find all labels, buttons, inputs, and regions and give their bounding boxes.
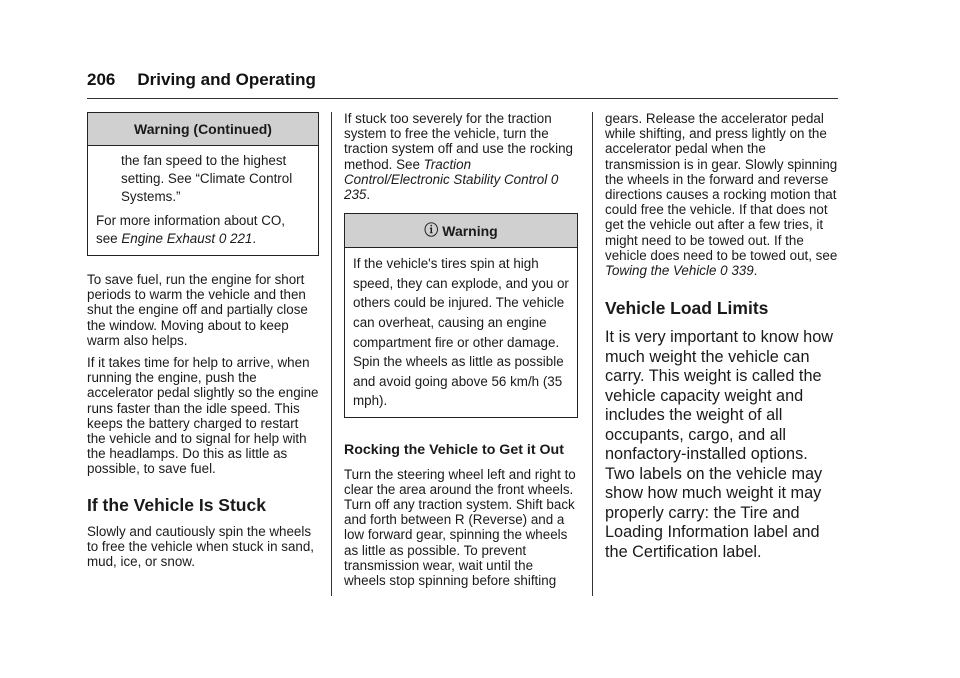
paragraph: If it takes time for help to arrive, when running the engine, push the accelerator pedal slightly so the engine runs faster than the idle speed. This keeps the battery charged to restart the vehicle and to signal for help with the headlamps. Do this as little as possible, to save fuel. xyxy=(87,355,319,477)
section-title: Driving and Operating xyxy=(137,70,316,89)
page-header xyxy=(87,70,316,90)
heading-vehicle-stuck: If the Vehicle Is Stuck xyxy=(87,494,266,515)
warning-continued-box xyxy=(87,112,319,256)
page-number: 206 xyxy=(87,70,116,89)
towing-vehicle-link[interactable]: Towing the Vehicle xyxy=(605,263,717,279)
warning-icon: ⓘ xyxy=(424,222,439,239)
traction-control-link[interactable]: Traction Control/Electronic Stability Control xyxy=(344,156,548,187)
warning-info-text: For more information about CO, see Engine Exhaust 0 221. xyxy=(96,212,286,246)
warning-indent-text: the fan speed to the highest setting. See “Climate Control Systems.” xyxy=(121,153,293,205)
heading-rocking-vehicle: Rocking the Vehicle to Get it Out xyxy=(344,441,564,458)
column-1 xyxy=(87,112,319,576)
engine-exhaust-link[interactable]: Engine Exhaust xyxy=(121,230,216,246)
page-ref[interactable]: 0 339 xyxy=(720,263,754,279)
column-2 xyxy=(344,111,578,595)
column-divider xyxy=(331,112,332,596)
warning-box xyxy=(344,213,578,418)
warning-continued-body xyxy=(88,146,318,255)
page-ref[interactable]: 0 235 xyxy=(344,171,559,203)
lead-paragraph: It is very important to know how much weight the vehicle can carry. This weight is called the vehicle capacity weight and includes the weight of all occupants, cargo, and all nonfactory-installed options. Two labels on the vehicle may show how much weight it may properly carry: the Tire and Loading Information label and the Certification label. xyxy=(605,328,834,561)
heading-vehicle-load-limits: Vehicle Load Limits xyxy=(605,298,769,319)
warning-body: If the vehicle's tires spin at high speed, they can explode, and you or others could be injured. The vehicle can overheat, causing an engine compartment fire or other damage. Spin the wheels as little as possible and avoid going above 56 km/h (35 mph). xyxy=(353,256,569,409)
column-divider xyxy=(592,112,593,596)
header-rule xyxy=(87,98,838,99)
warning-continued-title: Warning (Continued) xyxy=(88,113,318,146)
paragraph: Slowly and cautiously spin the wheels to free the vehicle when stuck in sand, mud, ice, or snow. xyxy=(87,523,315,570)
paragraph: To save fuel, run the engine for short periods to warm the vehicle and then shut the engine off and partially close the window. Moving about to keep warm also helps. xyxy=(87,272,308,348)
paragraph: gears. Release the accelerator pedal while shifting, and press lightly on the accelerator pedal when the transmission is in gear. Slowly spinning the wheels in the forward and reverse directions causes a rocking motion that could free the vehicle. If that does not get the vehicle out after a few tries, it might need to be towed out. If the vehicle does need to be towed out, see Towing the Vehicle 0 339. xyxy=(605,111,838,279)
paragraph: If stuck too severely for the traction system to free the vehicle, turn the traction system off and use the rocking method. See Traction Control/Electronic Stability Control 0 235. xyxy=(344,111,574,203)
paragraph: Turn the steering wheel left and right to clear the area around the front wheels. Turn off any traction system. Shift back and forth between R (Reverse) and a low forward gear, spinning the wheels as little as possible. To prevent transmission wear, wait until the wheels stop spinning before shifting xyxy=(344,466,576,588)
column-3 xyxy=(605,111,839,569)
page-ref[interactable]: 0 221 xyxy=(218,230,253,246)
warning-title: ⓘ Warning xyxy=(345,214,577,248)
